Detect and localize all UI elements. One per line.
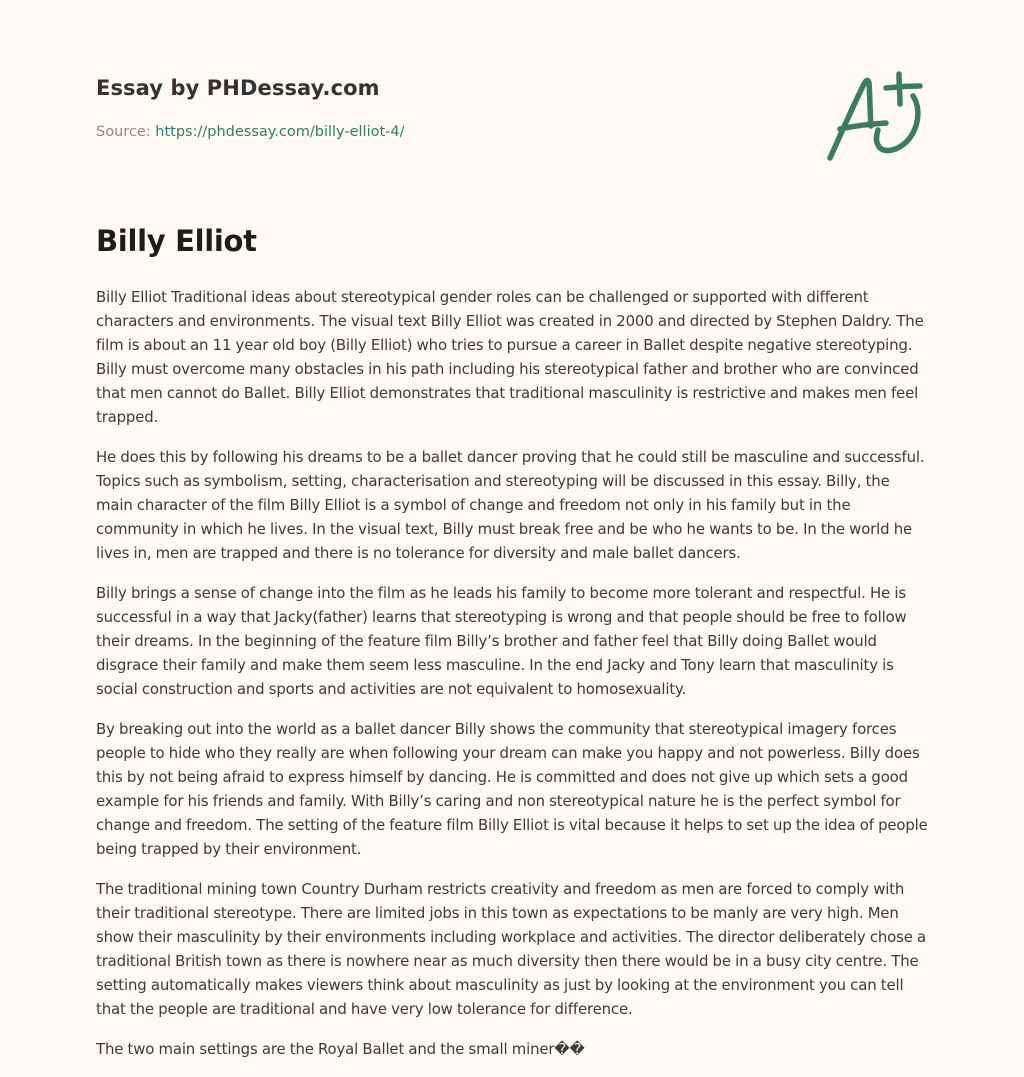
essay-paragraph-truncated: The two main settings are the Royal Ballet and the small miner�� — [96, 1040, 585, 1058]
essay-paragraph: He does this by following his dreams to be a ballet dancer proving that he could still be masculine and successful. Topics such as symbolism, setting, characterisation and stereotyping will be discussed in this essay. Billy, the main character of the film Billy Elliot is a symbol of change and freedom not only in his family but in the community in which he lives. In the visual text, Billy must break free and be who he wants to be. In the world he lives in, men are trapped and there is no tolerance for diversity and male ballet dancers. — [96, 448, 925, 562]
essay-paragraph: Billy brings a sense of change into the film as he leads his family to become more tolerant and respectful. He is successful in a way that Jacky(father) learns that stereotyping is wrong and that people should be free to follow their dreams. In the beginning of the feature film Billy’s brother and father feel that Billy doing Ballet would disgrace their family and make them seem less masculine. In the end Jacky and Tony learn that masculinity is social construction and sports and activities are not equivalent to homosexuality. — [96, 584, 907, 698]
essay-paragraph: By breaking out into the world as a ballet dancer Billy shows the community that stereotypical imagery forces people to hide who they really are when following your dream can make you happy and not powerless. Billy does this by not being afraid to express himself by dancing. He is committed and does not give up which sets a good example for his friends and family. With Billy’s caring and non stereotypical nature he is the perfect symbol for change and freedom. The setting of the feature film Billy Elliot is vital because it helps to set up the idea of people being trapped by their environment. — [96, 720, 928, 858]
essay-paragraph: Billy Elliot Traditional ideas about stereotypical gender roles can be challenged or supported with different characters and environments. The visual text Billy Elliot was created in 2000 and directed by Stephen Daldry. The film is about an 11 year old boy (Billy Elliot) who tries to pursue a career in Ballet despite negative stereotyping. Billy must overcome many obstacles in his path including his stereotypical father and brother who are convinced that men cannot do Ballet. Billy Elliot demonstrates that traditional masculinity is restrictive and makes men feel trapped. — [96, 288, 924, 426]
source-link[interactable]: https://phdessay.com/billy-elliot-4/ — [155, 124, 405, 140]
essay-body — [96, 285, 928, 1077]
essay-paragraph: The traditional mining town Country Durham restricts creativity and freedom as men are forced to comply with their traditional stereotype. There are limited jobs in this town as expectations to be manly are very high. Men show their masculinity by their environments including workplace and activities. The director deliberately chose a traditional British town as there is nowhere near as much diversity then there would be in a busy city centre. The setting automatically makes viewers think about masculinity as just by looking at the environment you can tell that the people are traditional and have very low tolerance for difference. — [96, 880, 926, 1018]
source-line — [96, 124, 405, 140]
source-label: Source: — [96, 124, 151, 140]
site-title: Essay by PHDessay.com — [96, 76, 380, 100]
a-plus-grade-icon — [820, 66, 930, 166]
essay-title: Billy Elliot — [96, 224, 257, 258]
